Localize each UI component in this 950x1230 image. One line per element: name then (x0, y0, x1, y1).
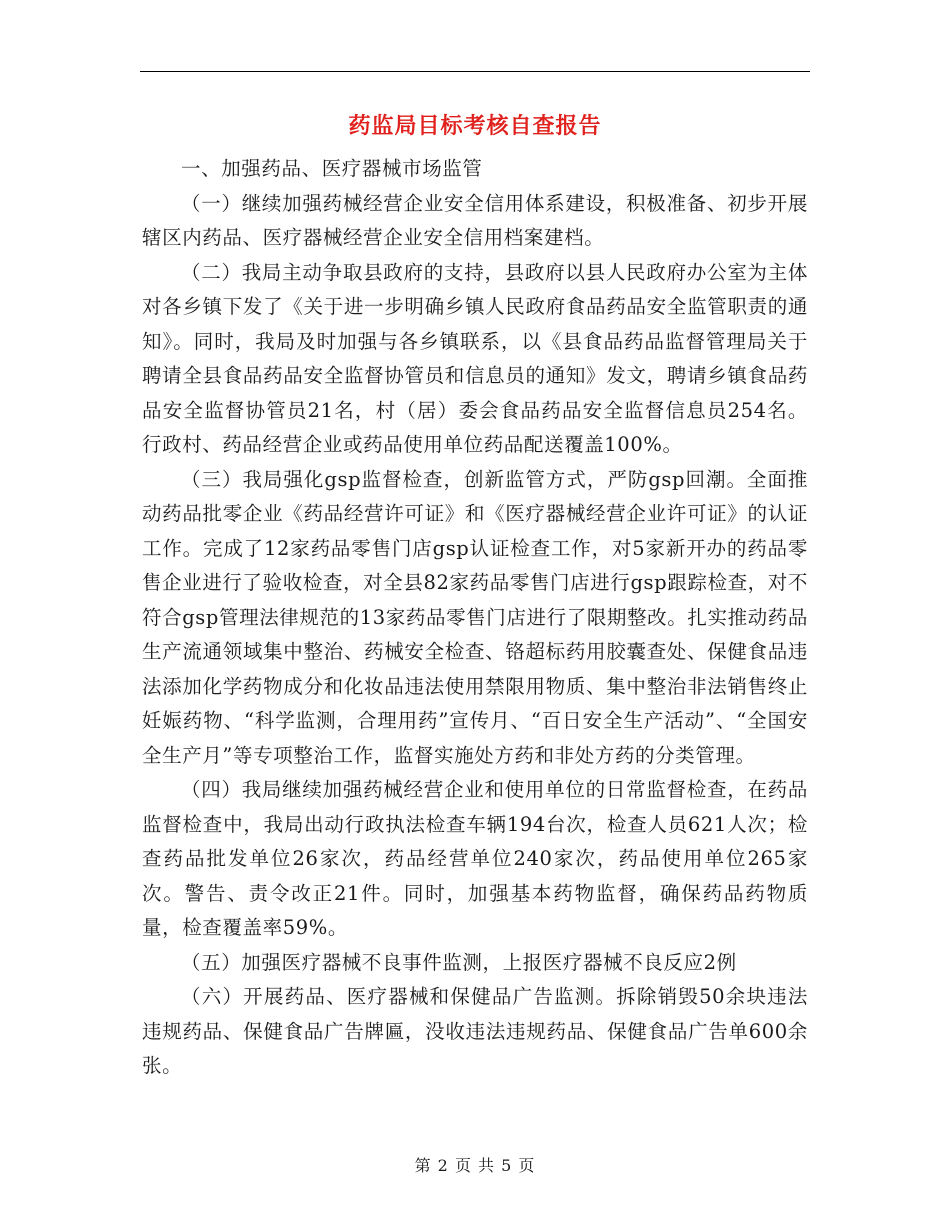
section-heading: 一、加强药品、医疗器械市场监管 (181, 157, 483, 180)
paragraph-item-6: （六）开展药品、医疗器械和保健品广告监测。拆除销毁50余块违法违规药品、保健食品广告牌匾，没收违法违规药品、保健食品广告单600余张。 (142, 985, 808, 1077)
paragraph-item-5: （五）加强医疗器械不良事件监测，上报医疗器械不良反应2例 (181, 950, 737, 974)
paragraph-item-1: （一）继续加强药械经营企业安全信用体系建设，积极准备、初步开展辖区内药品、医疗器械经营企业安全信用档案建档。 (142, 191, 808, 249)
paragraph-item-2: （二）我局主动争取县政府的支持，县政府以县人民政府办公室为主体对各乡镇下发了《关于进一步明确乡镇人民政府食品药品安全监管职责的通知》。同时，我局及时加强与各乡镇联系，以《县食品药品监督管理局关于聘请全县食品药品安全监督协管员和信息员的通知》发文，聘请乡镇食品药品安全监督协管员21名，村（居）委会食品药品安全监督信息员254名。行政村、药品经营企业或药品使用单位药品配送覆盖100%。 (142, 260, 808, 456)
page-number: 第 2 页 共 5 页 (414, 1156, 536, 1175)
document-body (142, 152, 808, 1084)
paragraph-item-3: （三）我局强化gsp监督检查，创新监管方式，严防gsp回潮。全面推动药品批零企业《药品经营许可证》和《医疗器械经营企业许可证》的认证工作。完成了12家药品零售门店gsp认证检查工作，对5家新开办的药品零售企业进行了验收检查，对全县82家药品零售门店进行gsp跟踪检查，对不符合gsp管理法律规范的13家药品零售门店进行了限期整改。扎实推动药品生产流通领域集中整治、药械安全检查、铬超标药用胶囊查处、保健食品违法添加化学药物成分和化妆品违法使用禁限用物质、集中整治非法销售终止妊娠药物、“科学监测，合理用药”宣传月、“百日安全生产活动”、“全国安全生产月”等专项整治工作，监督实施处方药和非处方药的分类管理。 (142, 467, 808, 767)
paragraph-item-4: （四）我局继续加强药械经营企业和使用单位的日常监督检查，在药品监督检查中，我局出动行政执法检查车辆194台次，检查人员621人次；检查药品批发单位26家次，药品经营单位240家次，药品使用单位265家次。警告、责令改正21件。同时，加强基本药物监督，确保药品药物质量，检查覆盖率59%。 (142, 778, 808, 939)
document-title: 药监局目标考核自查报告 (348, 113, 602, 139)
header-rule (140, 71, 810, 72)
